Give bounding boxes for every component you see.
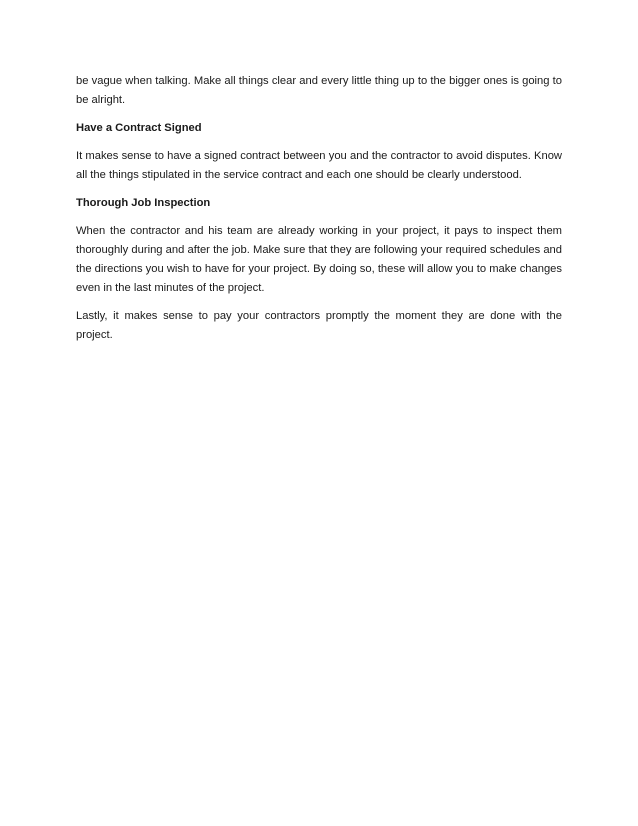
paragraph-closing: Lastly, it makes sense to pay your contractors promptly the moment they are done with the project.	[76, 310, 562, 341]
heading-contract-signed: Have a Contract Signed	[76, 122, 202, 134]
paragraph-contract: It makes sense to have a signed contract between you and the contractor to avoid disputes. Know all the things stipulated in the service contract and each one should be clearly understood.	[76, 150, 562, 181]
document-body	[76, 72, 562, 354]
heading-job-inspection: Thorough Job Inspection	[76, 197, 211, 209]
paragraph-intro: be vague when talking. Make all things clear and every little thing up to the bigger ones is going to be alright.	[76, 75, 562, 106]
paragraph-inspection: When the contractor and his team are already working in your project, it pays to inspect them thoroughly during and after the job. Make sure that they are following your required schedules and the directions you wish to have for your project. By doing so, these will allow you to make changes even in the last minutes of the project.	[76, 225, 562, 294]
